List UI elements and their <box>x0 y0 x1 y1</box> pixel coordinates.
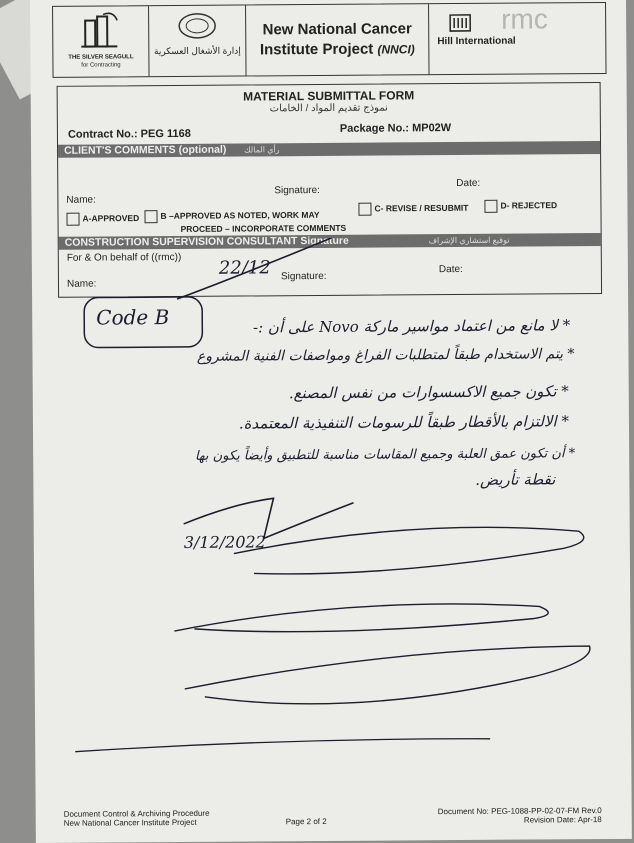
cancel-line-3 <box>185 646 591 705</box>
form-title-arabic: نموذج تقديم المواد / الخامات <box>269 102 388 115</box>
client-name-label: Name: <box>66 194 96 206</box>
client-date-label: Date: <box>456 177 481 190</box>
consultant-heading-arabic: توقيع استشاري الإشراف <box>428 235 510 246</box>
option-a[interactable] <box>66 212 139 226</box>
page-header <box>52 2 606 78</box>
hill-international-label: Hill International <box>437 35 516 48</box>
consultant-date-label: Date: <box>438 263 463 276</box>
logo-caption: THE SILVER SEAGULL <box>68 54 134 61</box>
military-works-caption: إدارة الأشغال العسكرية <box>153 45 241 57</box>
option-c-label: C- REVISE / RESUBMIT <box>374 202 469 214</box>
consultant-bar <box>59 233 601 250</box>
handwritten-line-4: * الالتزام بالأقطار طبقاً للرسومات التنفيذية المعتمدة. <box>238 412 570 433</box>
submittal-page <box>30 0 632 843</box>
handwritten-date-short: 22/12 <box>218 257 271 279</box>
footer-procedure: Document Control & Archiving Procedure <box>63 808 210 819</box>
client-comments-bar <box>58 141 600 158</box>
cancel-line-2 <box>174 603 548 632</box>
page-footer <box>58 806 610 828</box>
client-signature-label: Signature: <box>274 184 320 197</box>
project-title-line2: Institute Project <box>259 40 374 59</box>
cancel-line-1 <box>234 527 584 575</box>
option-c[interactable] <box>358 202 468 216</box>
option-b-label: B –APPROVED AS NOTED, WORK MAY <box>160 209 320 221</box>
footer-document-number: Document No: PEG-1088-PP-02-07-FM Rev.0 <box>437 806 602 817</box>
consultant-name-label: Name: <box>66 278 97 290</box>
approved-checkbox[interactable] <box>66 213 79 226</box>
hill-logo-icon <box>449 14 471 32</box>
handwritten-line-1: * لا مانع من اعتماد مواسير ماركة Novo على أن :- <box>252 316 571 337</box>
option-d-label: D- REJECTED <box>500 200 558 211</box>
handwritten-line-5: * أن تكون عمق العلبة وجميع المقاسات مناسبة للتطبيق وأيضاً يكون بها <box>194 446 576 464</box>
on-behalf-label: For & On behalf of ((rmc)) <box>66 251 182 264</box>
project-abbr: (NNCI) <box>377 42 415 57</box>
contract-number: Contract No.: PEG 1168 <box>67 127 191 141</box>
revise-resubmit-checkbox[interactable] <box>358 203 371 216</box>
silver-seagull-logo <box>53 6 149 77</box>
consultant-signature-label: Signature: <box>280 270 327 283</box>
seal-icon <box>177 12 217 40</box>
option-b-label-cont: PROCEED – INCORPORATE COMMENTS <box>180 222 347 234</box>
approved-as-noted-checkbox[interactable] <box>144 210 157 223</box>
handwritten-line-6: نقطة تأريض. <box>475 470 556 489</box>
option-b[interactable] <box>144 209 346 234</box>
consultant-logos <box>429 3 605 74</box>
package-number: Package No.: MP02W <box>339 122 452 135</box>
rmc-logo-label: rmc <box>501 3 548 35</box>
cancel-line-4 <box>75 739 490 752</box>
handwritten-line-3: * تكون جميع الاكسسوارات من نفس المصنع. <box>288 382 569 403</box>
project-title <box>246 4 429 75</box>
client-comments-heading-arabic: رأي المالك <box>244 145 280 155</box>
option-d[interactable] <box>484 199 557 213</box>
form-title: MATERIAL SUBMITTAL FORM <box>243 88 415 104</box>
handwritten-line-2: * يتم الاستخدام طبقاً لمتطلبات الفراغ ومواصفات الفنية المشروع <box>196 346 575 365</box>
handwritten-sign-date: 3/12/2022 <box>183 532 266 552</box>
logo-subcaption: for Contracting <box>81 62 121 69</box>
consultant-heading: CONSTRUCTION SUPERVISION CONSULTANT Signature <box>64 234 349 249</box>
military-works-logo <box>149 5 246 76</box>
material-submittal-form <box>57 82 602 298</box>
building-logo-icon <box>79 12 119 50</box>
option-a-label: A-APPROVED <box>82 212 140 224</box>
footer-project: New National Cancer Institute Project <box>63 817 197 828</box>
rejected-checkbox[interactable] <box>484 200 497 213</box>
footer-page-number: Page 2 of 2 <box>285 816 327 827</box>
handwritten-code: Code B <box>96 305 170 330</box>
project-title-line1: New National Cancer <box>262 20 412 39</box>
footer-revision-date: Revision Date: Apr-18 <box>523 815 602 825</box>
client-comments-heading: CLIENT'S COMMENTS (optional) <box>64 143 227 157</box>
